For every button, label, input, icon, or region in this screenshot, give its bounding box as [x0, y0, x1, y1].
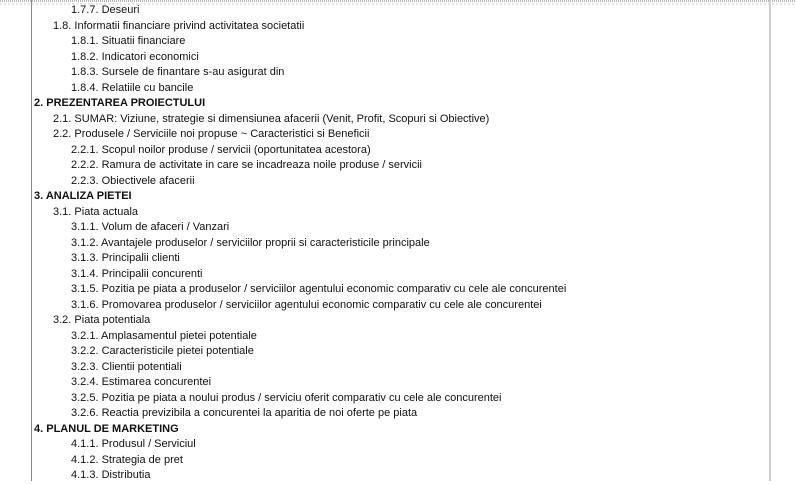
toc-entry[interactable]: [0, 298, 769, 314]
toc-entry-title: SUMAR: Viziune, strategie si dimensiunea afacerii (Venit, Profit, Scopuri si Obiective): [74, 112, 490, 125]
toc-section-heading[interactable]: [0, 422, 769, 438]
toc-entry-number: 3.: [34, 190, 44, 202]
toc-entry[interactable]: [0, 19, 769, 35]
toc-entry-number: 1.8.1.: [71, 35, 99, 47]
toc-entry-number: 3.2.1.: [71, 329, 99, 342]
toc-entry-number: 2.: [34, 97, 44, 109]
toc-entry-title: Ramura de activitate in care se incadreaza noile produse / servicii: [101, 159, 422, 171]
toc-entry-number: 3.1.3.: [71, 252, 99, 264]
toc-entry-number: 3.1.1.: [71, 221, 99, 233]
toc-entry-title: Principalii clienti: [101, 252, 180, 264]
toc-entry-number: 1.8.: [53, 19, 72, 32]
toc-entry-number: 3.2.2.: [71, 345, 99, 357]
toc-entry[interactable]: [0, 437, 769, 453]
toc-entry[interactable]: [0, 344, 769, 360]
toc-entry-title: Obiectivele afacerii: [101, 174, 195, 187]
toc-entry-number: 2.2.1.: [71, 143, 99, 156]
toc-entry[interactable]: [0, 406, 769, 422]
toc-entry-title: Indicatori economici: [101, 50, 199, 63]
toc-entry[interactable]: [0, 329, 769, 345]
toc-entry-title: Volum de afaceri / Vanzari: [101, 221, 230, 233]
toc-entry-title: Informatii financiare privind activitatea societatii: [74, 19, 305, 32]
toc-entry[interactable]: [0, 375, 769, 391]
toc-entry-title: Scopul noilor produse / servicii (oportunitatea acestora): [101, 143, 371, 156]
toc-entry-number: 3.1.5.: [71, 283, 99, 295]
toc-entry-number: 3.2.3.: [71, 360, 99, 373]
toc-entry-number: 3.2.: [53, 314, 72, 326]
toc-entry[interactable]: [0, 158, 769, 174]
toc-entry[interactable]: [0, 468, 769, 484]
toc-entry[interactable]: [0, 360, 769, 376]
toc-entry-number: 3.1.2.: [71, 236, 99, 249]
toc-entry[interactable]: [0, 3, 769, 19]
toc-entry-title: Deseuri: [101, 4, 140, 16]
toc-entry-number: 3.2.5.: [71, 391, 99, 404]
toc-entry-title: Strategia de pret: [101, 453, 183, 466]
toc-entry[interactable]: [0, 143, 769, 159]
page-top-border: [0, 0, 796, 2]
toc-entry-title: Promovarea produselor / serviciilor agentului economic comparativ cu cele ale concurentei: [101, 298, 542, 311]
toc-entry-number: 4.1.2.: [71, 453, 99, 466]
toc-entry-number: 3.2.4.: [71, 376, 99, 388]
toc-entry-title: Reactia previzibila a concurentei la aparitia de noi oferte pe piata: [101, 407, 418, 419]
toc-entry-number: 3.1.: [53, 205, 72, 218]
toc-entry[interactable]: [0, 34, 769, 50]
right-margin-rule: [769, 0, 771, 481]
toc-entry-title: Caracteristicile pietei potentiale: [101, 345, 254, 357]
toc-entry[interactable]: [0, 267, 769, 283]
toc-entry-title: Relatiile cu bancile: [101, 81, 194, 94]
toc-entry[interactable]: [0, 236, 769, 252]
toc-entry-title: Sursele de finantare s-au asigurat din: [101, 66, 285, 78]
toc-entry[interactable]: [0, 112, 769, 128]
toc-entry[interactable]: [0, 205, 769, 221]
toc-entry-title: Pozitia pe piata a noului produs / serviciu oferit comparativ cu cele ale concurentei: [101, 391, 502, 404]
toc-entry-number: 2.2.2.: [71, 159, 99, 171]
toc-entry-title: Piata potentiala: [74, 314, 151, 326]
toc-entry-title: Estimarea concurentei: [101, 376, 212, 388]
toc-entry-number: 4.1.3.: [71, 469, 99, 481]
toc-entry-title: Clientii potentiali: [101, 360, 182, 373]
toc-entry-title: Principalii concurenti: [101, 267, 203, 280]
toc-entry-title: Situatii financiare: [101, 35, 186, 47]
toc-entry[interactable]: [0, 127, 769, 143]
toc-entry-title: Produsul / Serviciul: [101, 438, 196, 450]
toc-entry-number: 2.2.: [53, 128, 72, 140]
toc-entry[interactable]: [0, 313, 769, 329]
toc-entry-title: Produsele / Serviciile noi propuse ~ Caracteristici si Beneficii: [74, 128, 370, 140]
toc-entry[interactable]: [0, 453, 769, 469]
toc-entry-title: Avantajele produselor / serviciilor proprii si caracteristicile principale: [100, 236, 430, 249]
toc-entry-title: Amplasamentul pietei potentiale: [100, 329, 257, 342]
table-of-contents: [0, 3, 769, 484]
toc-entry-number: 2.2.3.: [71, 174, 99, 187]
toc-entry-number: 3.2.6.: [71, 407, 99, 419]
toc-entry-number: 4.1.1.: [71, 438, 99, 450]
toc-entry-title: PLANUL DE MARKETING: [46, 422, 179, 435]
toc-entry-title: Distributia: [101, 469, 151, 481]
toc-entry-number: 2.1.: [53, 112, 72, 125]
toc-entry[interactable]: [0, 251, 769, 267]
toc-entry[interactable]: [0, 65, 769, 81]
toc-entry-number: 1.8.2.: [71, 50, 99, 63]
toc-entry-number: 1.7.7.: [71, 4, 99, 16]
toc-entry-number: 1.8.4.: [71, 81, 99, 94]
toc-entry-number: 4.: [34, 422, 44, 435]
toc-section-heading[interactable]: [0, 189, 769, 205]
toc-entry-number: 3.1.6.: [71, 298, 99, 311]
toc-entry-number: 3.1.4.: [71, 267, 99, 280]
toc-section-heading[interactable]: [0, 96, 769, 112]
toc-entry[interactable]: [0, 50, 769, 66]
toc-entry[interactable]: [0, 81, 769, 97]
toc-entry-title: PREZENTAREA PROIECTULUI: [46, 97, 206, 109]
toc-entry-number: 1.8.3.: [71, 66, 99, 78]
toc-entry[interactable]: [0, 282, 769, 298]
toc-entry-title: Piata actuala: [74, 205, 139, 218]
toc-entry[interactable]: [0, 391, 769, 407]
toc-entry[interactable]: [0, 174, 769, 190]
toc-entry[interactable]: [0, 220, 769, 236]
toc-entry-title: Pozitia pe piata a produselor / serviciilor agentului economic comparativ cu cele ale concurentei: [101, 283, 567, 295]
toc-entry-title: ANALIZA PIETEI: [45, 190, 132, 202]
